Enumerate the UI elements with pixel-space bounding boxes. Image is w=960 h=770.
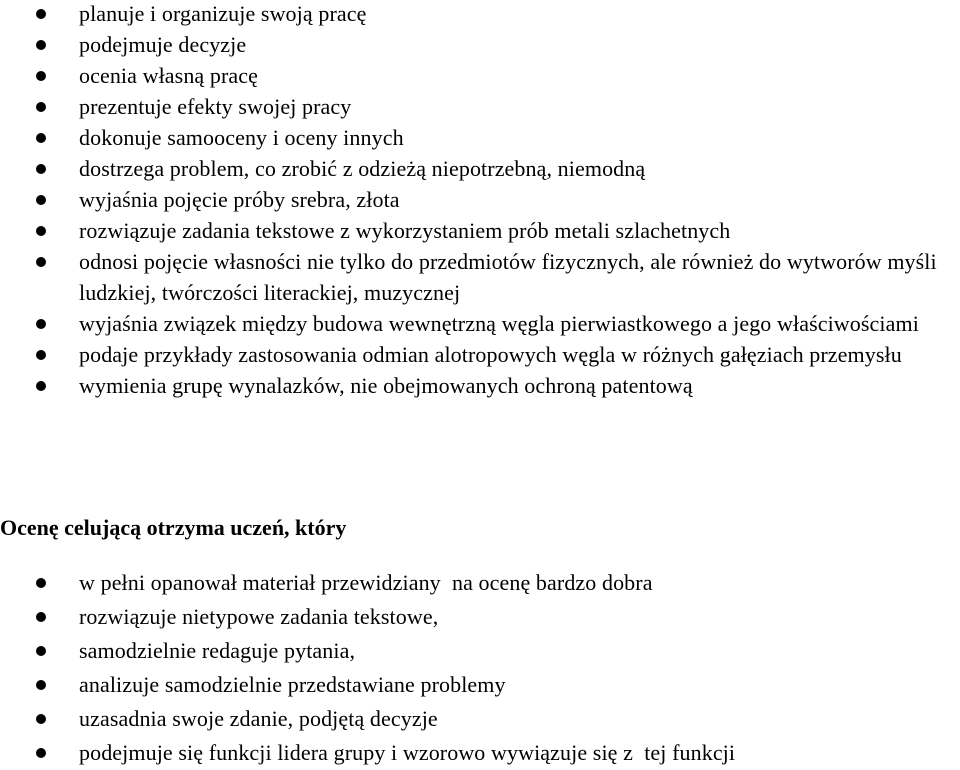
list-item-text: ocenia własną pracę bbox=[79, 63, 259, 88]
bullet-icon bbox=[36, 350, 46, 360]
list-item-text: podejmuje decyzje bbox=[79, 32, 247, 57]
list-item-text: wyjaśnia pojęcie próby srebra, złota bbox=[79, 187, 400, 212]
list-item-text: samodzielnie redaguje pytania, bbox=[79, 638, 356, 663]
bullet-icon bbox=[36, 164, 46, 174]
bullet-icon bbox=[36, 646, 46, 656]
bullet-icon bbox=[36, 40, 46, 50]
list-item bbox=[0, 60, 960, 91]
list-item-text: prezentuje efekty swojej pracy bbox=[79, 94, 352, 119]
list-item bbox=[0, 215, 960, 246]
list-item bbox=[0, 339, 960, 370]
list-item bbox=[0, 0, 960, 29]
list-item-text: rozwiązuje zadania tekstowe z wykorzystaniem prób metali szlachetnych bbox=[79, 218, 731, 243]
list-item bbox=[0, 91, 960, 122]
list-item bbox=[0, 736, 960, 770]
list-item-text: wymienia grupę wynalazków, nie obejmowanych ochroną patentową bbox=[79, 373, 693, 398]
list-item bbox=[0, 29, 960, 60]
section-heading: Ocenę celującą otrzyma uczeń, który bbox=[0, 515, 347, 540]
bullet-icon bbox=[36, 257, 46, 267]
list-item bbox=[0, 370, 960, 401]
bullet-icon bbox=[36, 319, 46, 329]
bullet-icon bbox=[36, 714, 46, 724]
list-item bbox=[0, 668, 960, 702]
bullet-icon bbox=[36, 195, 46, 205]
list-item bbox=[0, 308, 960, 339]
list-item bbox=[0, 184, 960, 215]
list-item bbox=[0, 566, 960, 600]
list-item-text: odnosi pojęcie własności nie tylko do przedmiotów fizycznych, ale również do wytworów myśli ludzkiej, twórczości literackiej, muzycznej bbox=[79, 249, 937, 305]
bullet-icon bbox=[36, 71, 46, 81]
bullet-icon bbox=[36, 680, 46, 690]
bullet-icon bbox=[36, 102, 46, 112]
list-item bbox=[0, 634, 960, 668]
bullet-icon bbox=[36, 578, 46, 588]
list-item-text: rozwiązuje nietypowe zadania tekstowe, bbox=[79, 604, 439, 629]
list-item-text: uzasadnia swoje zdanie, podjętą decyzje bbox=[79, 706, 438, 731]
list-item bbox=[0, 153, 960, 184]
list-item-text: podaje przykłady zastosowania odmian alotropowych węgla w różnych gałęziach przemysłu bbox=[79, 342, 902, 367]
bullet-icon bbox=[36, 133, 46, 143]
bullet-icon bbox=[36, 9, 46, 19]
list-item bbox=[0, 600, 960, 634]
list-item-text: podejmuje się funkcji lidera grupy i wzorowo wywiązuje się z tej funkcji bbox=[79, 740, 736, 765]
bullet-icon bbox=[36, 381, 46, 391]
list-item-text: dostrzega problem, co zrobić z odzieżą niepotrzebną, niemodną bbox=[79, 156, 646, 181]
list-item-text: analizuje samodzielnie przedstawiane problemy bbox=[79, 672, 506, 697]
excellent-grade-list bbox=[0, 566, 960, 770]
list-item-text: dokonuje samooceny i oceny innych bbox=[79, 125, 404, 150]
list-item-text: planuje i organizuje swoją pracę bbox=[79, 1, 367, 26]
bullet-icon bbox=[36, 226, 46, 236]
list-item bbox=[0, 122, 960, 153]
list-item bbox=[0, 702, 960, 736]
bullet-icon bbox=[36, 748, 46, 758]
list-item bbox=[0, 246, 960, 308]
list-item-text: wyjaśnia związek między budowa wewnętrzną węgla pierwiastkowego a jego właściwościami bbox=[79, 311, 919, 336]
bullet-icon bbox=[36, 612, 46, 622]
list-item-text: w pełni opanował materiał przewidziany na ocenę bardzo dobra bbox=[79, 570, 653, 595]
